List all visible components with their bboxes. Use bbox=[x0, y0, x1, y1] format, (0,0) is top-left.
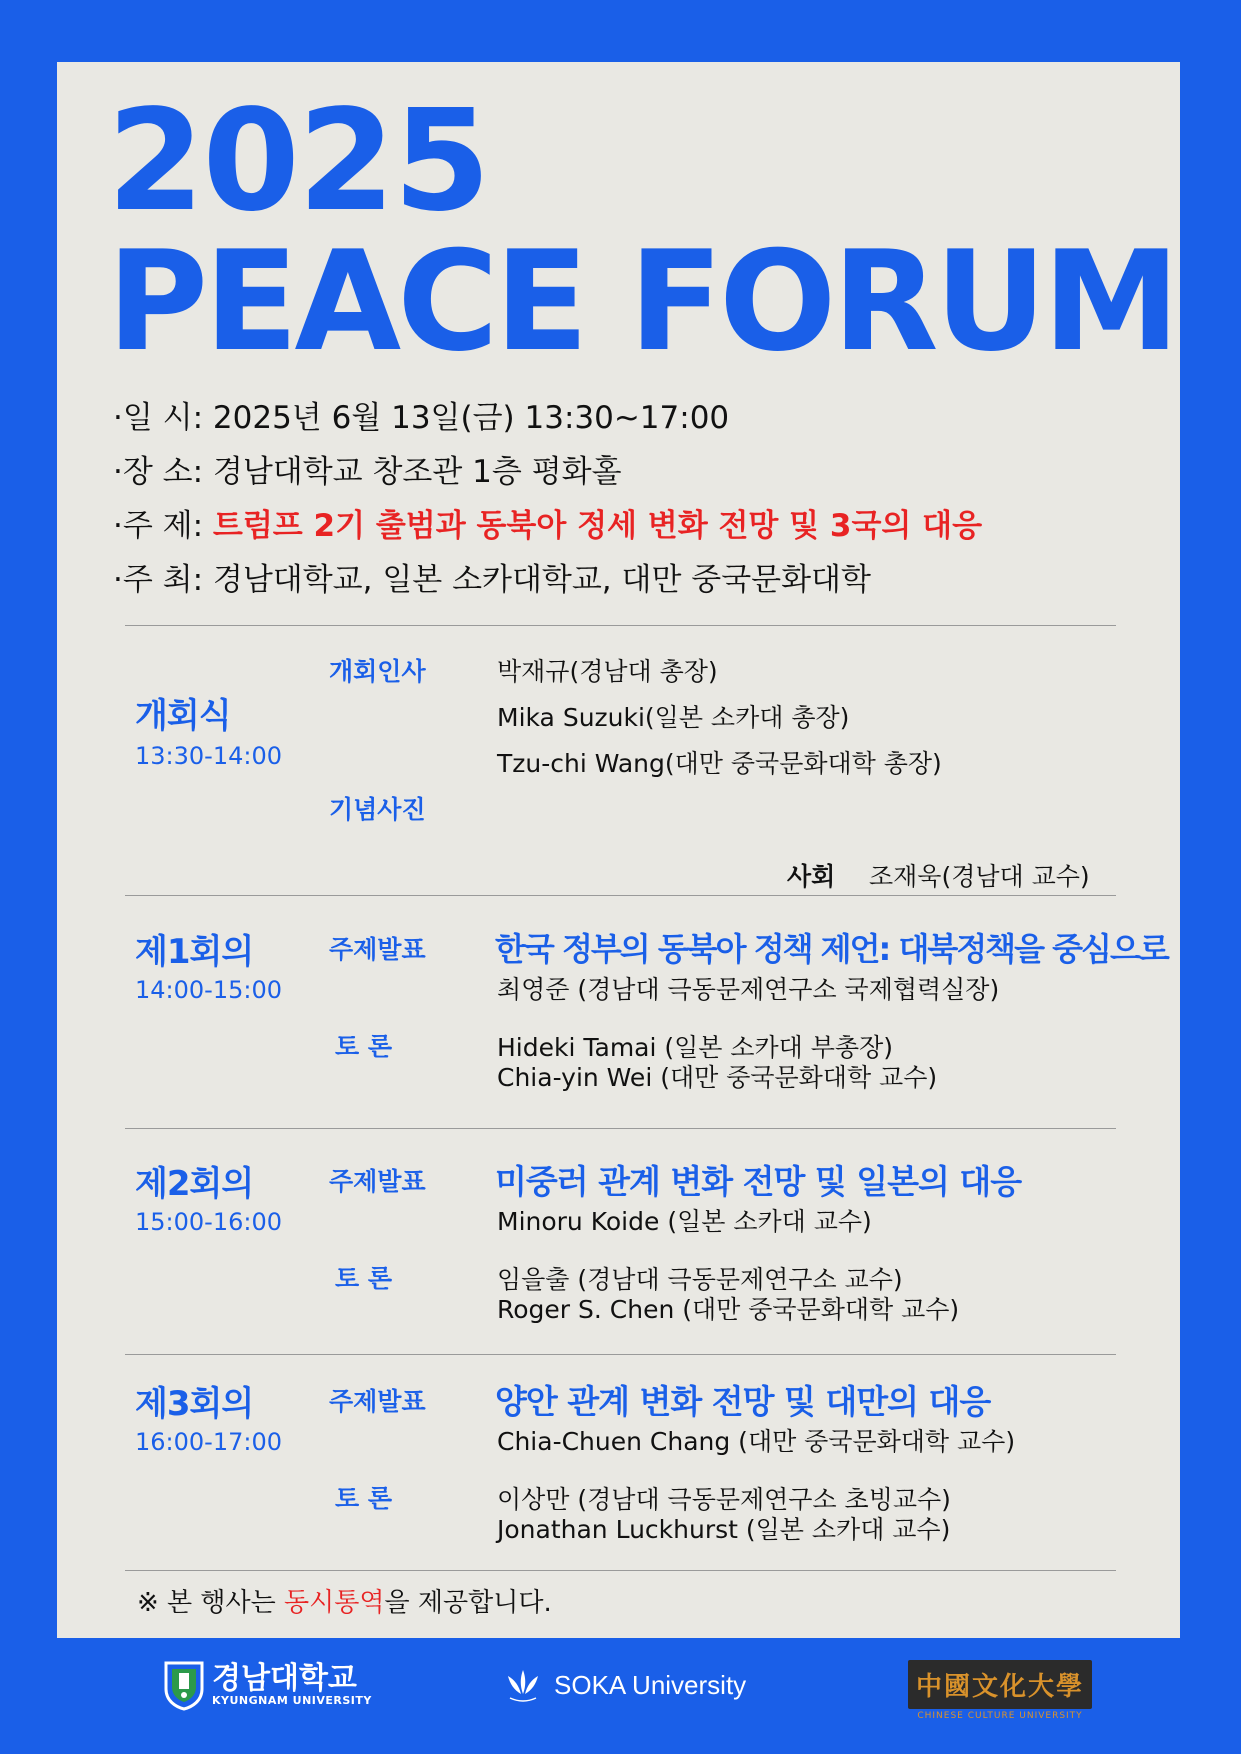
kyungnam-name: 경남대학교 bbox=[212, 1660, 357, 1696]
session-3-time: 16:00-17:00 bbox=[135, 1428, 282, 1456]
title-year: 2025 bbox=[107, 80, 489, 243]
divider bbox=[125, 1128, 1116, 1129]
role-photo: 기념사진 bbox=[329, 795, 426, 824]
divider bbox=[125, 895, 1116, 896]
session-2-presenter: Minoru Koide (일본 소카대 교수) bbox=[497, 1207, 872, 1236]
info-theme-value: 트럼프 2기 출범과 동북아 정세 변화 전망 및 3국의 대응 bbox=[212, 508, 983, 544]
poster-panel bbox=[57, 62, 1180, 1638]
info-theme bbox=[113, 500, 982, 545]
info-date: ·일 시: 2025년 6월 13일(금) 13:30~17:00 bbox=[113, 400, 730, 436]
soka-name: SOKA University bbox=[554, 1669, 747, 1700]
session-1-presenter: 최영준 (경남대 극동문제연구소 국제협력실장) bbox=[497, 975, 1000, 1004]
session-1-discussant: Chia-yin Wei (대만 중국문화대학 교수) bbox=[497, 1063, 938, 1092]
kyungnam-emblem-icon bbox=[162, 1659, 206, 1711]
divider bbox=[125, 1354, 1116, 1355]
role-discussion: 토 론 bbox=[335, 1264, 393, 1293]
role-presentation: 주제발표 bbox=[329, 1167, 426, 1196]
session-3-discussant: Jonathan Luckhurst (일본 소카대 교수) bbox=[497, 1515, 951, 1544]
divider bbox=[125, 1570, 1116, 1571]
session-2-topic: 미중러 관계 변화 전망 및 일본의 대응 bbox=[495, 1162, 1022, 1201]
note-prefix: ※ 본 행사는 bbox=[137, 1588, 285, 1618]
note-suffix: 을 제공합니다. bbox=[384, 1588, 552, 1618]
session-3-presenter: Chia-Chuen Chang (대만 중국문화대학 교수) bbox=[497, 1427, 1016, 1456]
session-1-time: 14:00-15:00 bbox=[135, 976, 282, 1004]
role-presentation: 주제발표 bbox=[329, 1387, 426, 1416]
kyungnam-name-en: KYUNGNAM UNIVERSITY bbox=[212, 1693, 372, 1707]
session-2-title: 제2회의 bbox=[135, 1164, 254, 1204]
kyungnam-logo bbox=[162, 1655, 372, 1715]
session-3-title: 제3회의 bbox=[135, 1384, 254, 1424]
session-3-discussant: 이상만 (경남대 극동문제연구소 초빙교수) bbox=[497, 1485, 951, 1514]
info-host: ·주 최: 경남대학교, 일본 소카대학교, 대만 중국문화대학 bbox=[113, 562, 871, 598]
pccu-name-en: CHINESE CULTURE UNIVERSITY bbox=[917, 1711, 1083, 1721]
soka-lotus-icon bbox=[502, 1664, 544, 1706]
session-2-time: 15:00-16:00 bbox=[135, 1208, 282, 1236]
interpretation-note bbox=[137, 1582, 552, 1619]
opening-speaker: Mika Suzuki(일본 소카대 총장) bbox=[497, 703, 850, 732]
pccu-logo bbox=[908, 1660, 1092, 1720]
opening-time: 13:30-14:00 bbox=[135, 742, 282, 770]
session-2-discussant: Roger S. Chen (대만 중국문화대학 교수) bbox=[497, 1295, 960, 1324]
mc-name: 조재욱(경남대 교수) bbox=[869, 862, 1090, 891]
title-forum: PEACE FORUM bbox=[107, 221, 1177, 382]
role-discussion: 토 론 bbox=[335, 1032, 393, 1061]
session-1-title: 제1회의 bbox=[135, 932, 254, 972]
opening-speaker: Tzu-chi Wang(대만 중국문화대학 총장) bbox=[497, 749, 942, 778]
soka-logo bbox=[502, 1655, 746, 1715]
session-3-topic: 양안 관계 변화 전망 및 대만의 대응 bbox=[495, 1382, 991, 1421]
note-highlight: 동시통역 bbox=[284, 1588, 385, 1618]
role-presentation: 주제발표 bbox=[329, 935, 426, 964]
opening-speaker: 박재규(경남대 총장) bbox=[497, 657, 718, 686]
role-greeting: 개회인사 bbox=[329, 657, 426, 686]
opening-title: 개회식 bbox=[135, 696, 231, 736]
role-discussion: 토 론 bbox=[335, 1484, 393, 1513]
session-1-topic: 한국 정부의 동북아 정책 제언: 대북정책을 중심으로 bbox=[495, 930, 1168, 968]
session-2-discussant: 임을출 (경남대 극동문제연구소 교수) bbox=[497, 1265, 903, 1294]
info-venue: ·장 소: 경남대학교 창조관 1층 평화홀 bbox=[113, 454, 622, 490]
info-theme-label: ·주 제: bbox=[113, 508, 213, 544]
session-1-discussant: Hideki Tamai (일본 소카대 부총장) bbox=[497, 1033, 893, 1062]
mc-label: 사회 bbox=[787, 862, 836, 891]
divider bbox=[125, 625, 1116, 626]
pccu-name: 中國文化大學 bbox=[916, 1672, 1085, 1702]
